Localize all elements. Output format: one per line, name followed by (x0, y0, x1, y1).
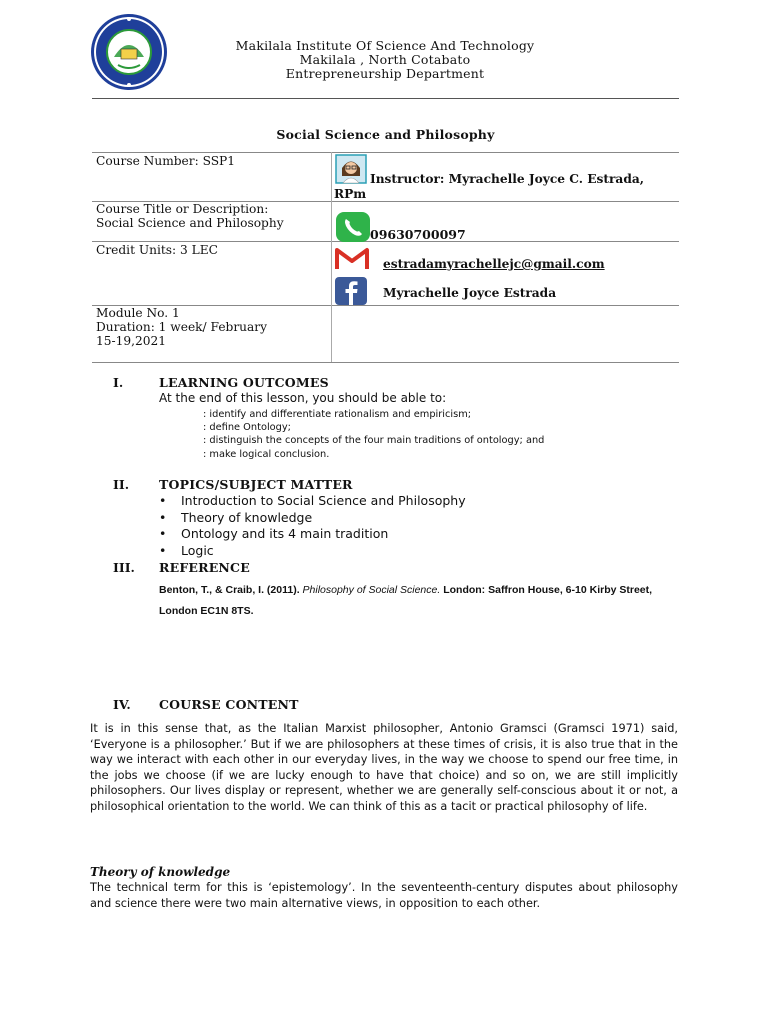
learning-outcomes-intro: At the end of this lesson, you should be able to: (159, 391, 447, 405)
theory-of-knowledge-heading: Theory of knowledge (90, 865, 231, 879)
section-1-title: LEARNING OUTCOMES (159, 375, 329, 390)
facebook-icon (335, 277, 367, 305)
instructor-name: Instructor: Myrachelle Joyce C. Estrada, (370, 172, 644, 186)
email-link[interactable]: estradamyrachellejc@gmail.com (383, 257, 605, 271)
facebook-name[interactable]: Myrachelle Joyce Estrada (383, 286, 557, 300)
credit-units: Credit Units: 3 LEC (96, 243, 218, 257)
phone-icon (335, 211, 371, 243)
table-rule-4 (92, 305, 679, 306)
learning-outcome-item: : make logical conclusion. (203, 449, 330, 460)
institution-location: Makilala , North Cotabato (299, 52, 471, 67)
epistemology-paragraph: The technical term for this is ‘epistemology’. In the seventeenth-century disputes about philosophy and science there were two main alternative views, in opposition to each other. (90, 881, 678, 910)
section-4-title: COURSE CONTENT (159, 697, 299, 712)
school-logo (90, 13, 168, 91)
course-number: Course Number: SSP1 (96, 154, 236, 168)
duration-line-1: Duration: 1 week/ February (96, 320, 267, 334)
learning-outcome-item: : distinguish the concepts of the four main traditions of ontology; and (203, 435, 545, 446)
topic-item: • Theory of knowledge (159, 510, 313, 525)
table-top-rule (92, 152, 679, 153)
course-title-label: Course Title or Description: (96, 202, 269, 216)
learning-outcome-item: : identify and differentiate rationalism and empiricism; (203, 409, 472, 420)
course-content-paragraph: It is in this sense that, as the Italian Marxist philosopher, Antonio Gramsci (Gramsci 1971) said, ‘Everyone is a philosopher.’ But if we are philosophers at these times of crisis, it is also true that in the way we interact with each other in our everyday lives, in the way we choose to spend our free time, in the jobs we choose (if we are lucky enough to have that choice) and so on, we are still implicitly philosophers. Our lives display or represent, whether we are generally self-conscious about it or not, a philosophical orientation to the world. We can think of this as a tacit or practical philosophy of life. (90, 722, 678, 813)
department-name: Entrepreneurship Department (285, 66, 485, 81)
section-3-number: III. (113, 560, 135, 575)
instructor-title: RPm (334, 187, 367, 201)
section-4-number: IV. (113, 697, 131, 712)
phone-number: 09630700097 (370, 227, 466, 242)
gmail-icon (335, 247, 369, 271)
learning-outcome-item: : define Ontology; (203, 422, 291, 433)
document-title: Social Science and Philosophy (276, 127, 495, 142)
section-2-number: II. (113, 477, 130, 492)
section-3-title: REFERENCE (159, 560, 250, 575)
section-1-number: I. (113, 375, 124, 390)
institution-name: Makilala Institute Of Science And Technology (235, 38, 535, 53)
topic-item: • Introduction to Social Science and Philosophy (159, 493, 466, 508)
table-column-divider (331, 152, 332, 362)
table-bottom-rule (92, 362, 679, 363)
course-title-value: Social Science and Philosophy (96, 216, 284, 230)
instructor-avatar-icon (335, 154, 367, 184)
reference-citation: Benton, T., & Craib, I. (2011). Philosophy of Social Science. London: Saffron House, 6-10 Kirby Street, London EC1N 8TS. (159, 584, 653, 617)
topic-item: • Ontology and its 4 main tradition (159, 526, 389, 541)
module-number: Module No. 1 (96, 306, 180, 320)
topic-item: • Logic (159, 543, 214, 558)
duration-line-2: 15-19,2021 (96, 334, 167, 348)
header-divider (92, 98, 679, 99)
section-2-title: TOPICS/SUBJECT MATTER (159, 477, 353, 492)
